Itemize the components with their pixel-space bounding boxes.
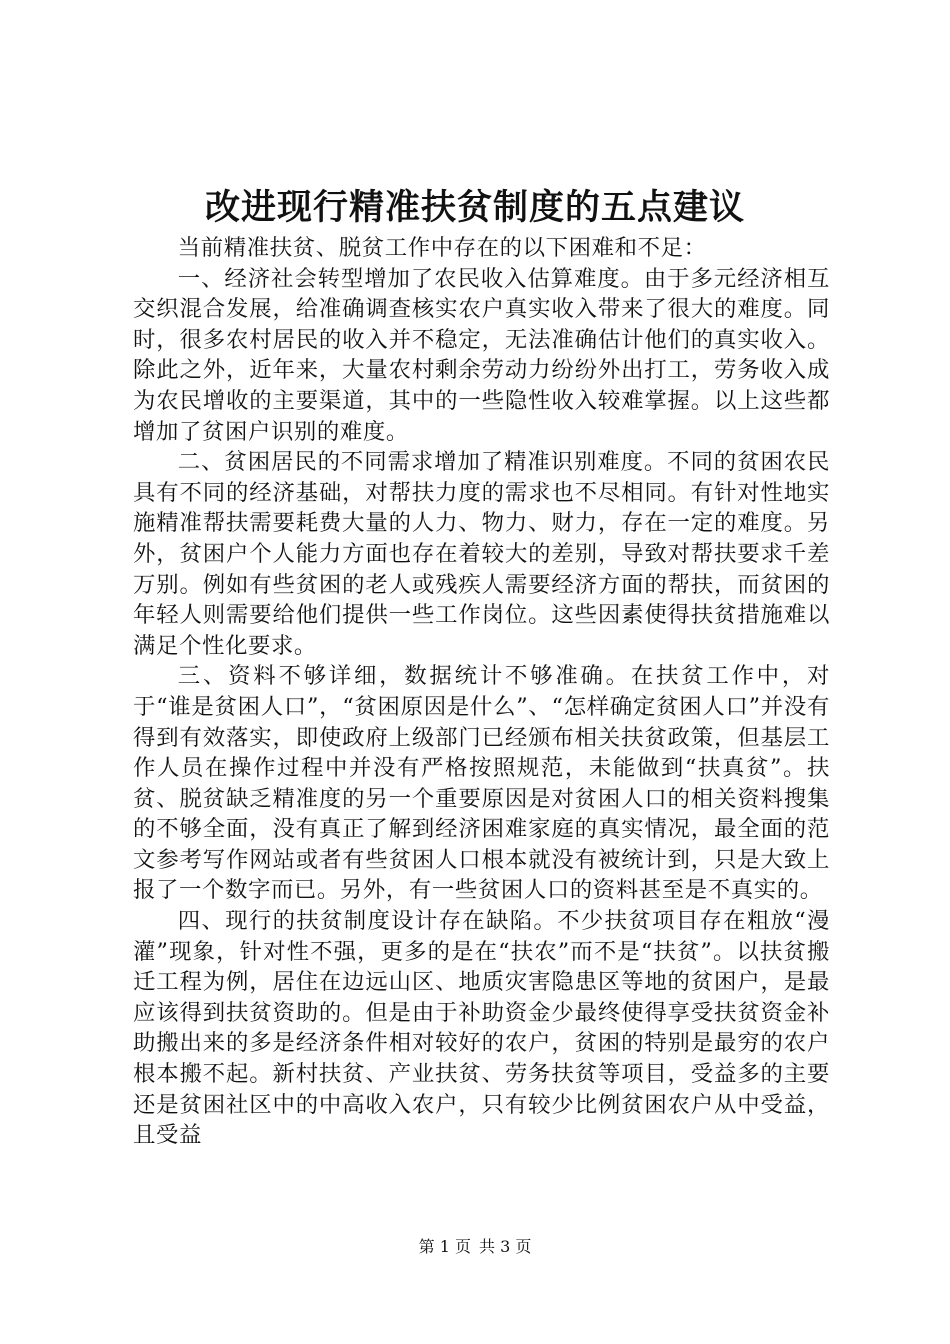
page-footer xyxy=(0,1236,950,1258)
intro-paragraph: 当前精准扶贫、脱贫工作中存在的以下困难和不足： xyxy=(177,235,707,261)
document-body xyxy=(133,233,830,1151)
paragraph-point-2: 二、贫困居民的不同需求增加了精准识别难度。不同的贫困农民具有不同的经济基础，对帮扶力度的需求也不尽相同。有针对性地实施精准帮扶需要耗费大量的人力、物力、财力，存在一定的难度。另外，贫困户个人能力方面也存在着较大的差别，导致对帮扶要求千差万别。例如有些贫困的老人或残疾人需要经济方面的帮扶，而贫困的年轻人则需要给他们提供一些工作岗位。这些因素使得扶贫措施难以满足个性化要求。 xyxy=(133,449,830,659)
page-number: 第 1 页 xyxy=(418,1237,471,1256)
document-title: 改进现行精准扶贫制度的五点建议 xyxy=(204,188,745,228)
page-total: 共 3 页 xyxy=(479,1237,532,1256)
paragraph-point-1: 一、经济社会转型增加了农民收入估算难度。由于多元经济相互交织混合发展，给准确调查核实农户真实收入带来了很大的难度。同时，很多农村居民的收入并不稳定，无法准确估计他们的真实收入。除此之外，近年来，大量农村剩余劳动力纷纷外出打工，劳务收入成为农民增收的主要渠道，其中的一些隐性收入较难掌握。以上这些都增加了贫困户识别的难度。 xyxy=(133,265,830,445)
paragraph-point-3: 三、资料不够详细，数据统计不够准确。在扶贫工作中，对于“谁是贫困人口”，“贫困原因是什么”、“怎样确定贫困人口”并没有得到有效落实，即使政府上级部门已经颁布相关扶贫政策，但基层工作人员在操作过程中并没有严格按照规范，未能做到“扶真贫”。扶贫、脱贫缺乏精准度的另一个重要原因是对贫困人口的相关资料搜集的不够全面，没有真正了解到经济困难家庭的真实情况，最全面的范文参考写作网站或者有些贫困人口根本就没有被统计到，只是大致上报了一个数字而已。另外，有一些贫困人口的资料甚至是不真实的。 xyxy=(133,663,830,904)
paragraph-point-4: 四、现行的扶贫制度设计存在缺陷。不少扶贫项目存在粗放“漫灌”现象，针对性不强，更多的是在“扶农”而不是“扶贫”。以扶贫搬迁工程为例，居住在边远山区、地质灾害隐患区等地的贫困户，是最应该得到扶贫资助的。但是由于补助资金少最终使得享受扶贫资金补助搬出来的多是经济条件相对较好的农户，贫困的特别是最穷的农户根本搬不起。新村扶贫、产业扶贫、劳务扶贫等项目，受益多的主要还是贫困社区中的中高收入农户，只有较少比例贫困农户从中受益，且受益 xyxy=(133,908,830,1149)
